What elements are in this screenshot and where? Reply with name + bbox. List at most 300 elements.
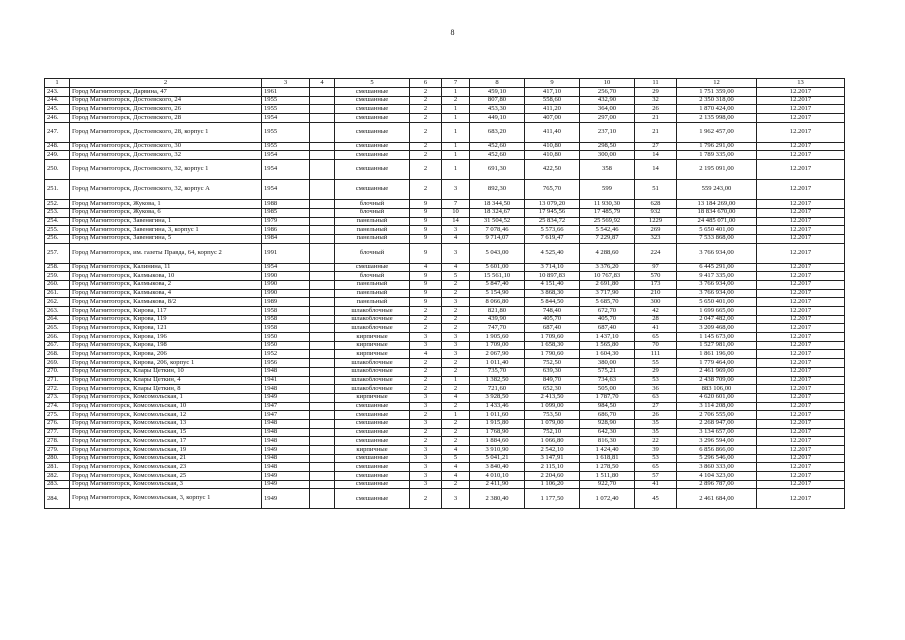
cell-wall-material: панельный (335, 280, 410, 289)
cell-residential-area: 1 787,70 (580, 393, 635, 402)
column-header: 4 (310, 79, 335, 88)
cell-address: Город Магнитогорск, Клары Цеткин, 8 (70, 385, 262, 394)
cell-row-number: 244. (45, 96, 70, 105)
cell-cost: 3 114 208,00 (677, 402, 757, 411)
cell-residential-area: 1 618,81 (580, 454, 635, 463)
cell-residential-area: 599 (580, 180, 635, 200)
cell-row-number: 259. (45, 272, 70, 281)
cell-address: Город Магнитогорск, Комсомольская, 13 (70, 419, 262, 428)
cell-year-built: 1947 (262, 402, 310, 411)
cell-address: Город Магнитогорск, Калмыкова, 8/2 (70, 298, 262, 307)
cell-deadline: 12.2017 (757, 376, 845, 385)
table-row (45, 350, 845, 359)
table-row (45, 472, 845, 481)
cell-col-4 (310, 289, 335, 298)
cell-deadline: 12.2017 (757, 272, 845, 281)
cell-deadline: 12.2017 (757, 385, 845, 394)
cell-floors: 9 (410, 289, 442, 298)
cell-wall-material: панельный (335, 289, 410, 298)
cell-living-area: 417,10 (525, 88, 580, 97)
cell-col-4 (310, 437, 335, 446)
cell-wall-material: кирпичные (335, 350, 410, 359)
column-header: 2 (70, 79, 262, 88)
cell-floors: 2 (410, 105, 442, 114)
cell-residents: 63 (635, 393, 677, 402)
cell-total-area: 1 915,80 (470, 419, 525, 428)
cell-residential-area: 1 278,50 (580, 463, 635, 472)
cell-row-number: 251. (45, 180, 70, 200)
table-row (45, 463, 845, 472)
table-row (45, 489, 845, 509)
cell-residents: 45 (635, 489, 677, 509)
cell-deadline: 12.2017 (757, 280, 845, 289)
cell-wall-material: панельный (335, 298, 410, 307)
cell-year-built: 1961 (262, 88, 310, 97)
cell-residents: 65 (635, 463, 677, 472)
cell-entrances: 1 (442, 411, 470, 420)
cell-floors: 2 (410, 96, 442, 105)
cell-cost: 883 106,00 (677, 385, 757, 394)
cell-entrances: 3 (442, 243, 470, 263)
cell-deadline: 12.2017 (757, 160, 845, 180)
cell-floors: 2 (410, 437, 442, 446)
cell-residents: 70 (635, 341, 677, 350)
cell-floors: 3 (410, 463, 442, 472)
cell-year-built: 1956 (262, 359, 310, 368)
cell-entrances: 2 (442, 307, 470, 316)
cell-floors: 3 (410, 472, 442, 481)
cell-address: Город Магнитогорск, Кирова, 198 (70, 341, 262, 350)
cell-entrances: 3 (442, 226, 470, 235)
cell-deadline: 12.2017 (757, 437, 845, 446)
cell-total-area: 5 154,90 (470, 289, 525, 298)
cell-cost: 1 527 981,00 (677, 341, 757, 350)
cell-year-built: 1958 (262, 315, 310, 324)
cell-deadline: 12.2017 (757, 350, 845, 359)
cell-wall-material: смешанные (335, 480, 410, 489)
cell-address: Город Магнитогорск, Завенягина, 5 (70, 234, 262, 243)
cell-cost: 3 766 934,00 (677, 289, 757, 298)
cell-residential-area: 237,10 (580, 122, 635, 142)
table-row (45, 289, 845, 298)
cell-wall-material: кирпичные (335, 341, 410, 350)
cell-row-number: 278. (45, 437, 70, 446)
cell-total-area: 9 714,07 (470, 234, 525, 243)
cell-year-built: 1949 (262, 472, 310, 481)
cell-entrances: 2 (442, 289, 470, 298)
cell-total-area: 4 010,10 (470, 472, 525, 481)
cell-col-4 (310, 307, 335, 316)
cell-wall-material: шлакоблочные (335, 385, 410, 394)
cell-col-4 (310, 324, 335, 333)
cell-entrances: 5 (442, 272, 470, 281)
cell-col-4 (310, 208, 335, 217)
cell-cost: 2 896 787,00 (677, 480, 757, 489)
cell-floors: 2 (410, 411, 442, 420)
cell-wall-material: кирпичные (335, 446, 410, 455)
cell-residential-area: 1 604,30 (580, 350, 635, 359)
cell-residents: 224 (635, 243, 677, 263)
cell-row-number: 268. (45, 350, 70, 359)
cell-entrances: 1 (442, 88, 470, 97)
cell-total-area: 683,20 (470, 122, 525, 142)
cell-col-4 (310, 315, 335, 324)
cell-deadline: 12.2017 (757, 402, 845, 411)
cell-living-area: 411,40 (525, 122, 580, 142)
table-row (45, 180, 845, 200)
cell-deadline: 12.2017 (757, 234, 845, 243)
cell-living-area: 407,00 (525, 114, 580, 123)
column-header: 5 (335, 79, 410, 88)
cell-col-4 (310, 454, 335, 463)
cell-floors: 2 (410, 385, 442, 394)
cell-floors: 9 (410, 226, 442, 235)
cell-total-area: 439,90 (470, 315, 525, 324)
cell-living-area: 1 790,60 (525, 350, 580, 359)
cell-row-number: 257. (45, 243, 70, 263)
cell-wall-material: смешанные (335, 160, 410, 180)
cell-col-4 (310, 105, 335, 114)
cell-total-area: 2 067,90 (470, 350, 525, 359)
cell-living-area: 752,10 (525, 428, 580, 437)
cell-residential-area: 575,21 (580, 367, 635, 376)
cell-address: Город Магнитогорск, Достоевского, 24 (70, 96, 262, 105)
cell-living-area: 13 079,20 (525, 200, 580, 209)
cell-col-4 (310, 367, 335, 376)
cell-deadline: 12.2017 (757, 359, 845, 368)
cell-cost: 1 789 335,00 (677, 151, 757, 160)
cell-entrances: 4 (442, 446, 470, 455)
table-row (45, 454, 845, 463)
cell-residents: 269 (635, 226, 677, 235)
cell-cost: 3 134 657,00 (677, 428, 757, 437)
cell-living-area: 411,20 (525, 105, 580, 114)
cell-living-area: 639,30 (525, 367, 580, 376)
cell-residential-area: 10 767,83 (580, 272, 635, 281)
cell-floors: 9 (410, 234, 442, 243)
cell-total-area: 5 601,00 (470, 263, 525, 272)
cell-year-built: 1985 (262, 208, 310, 217)
table-row (45, 446, 845, 455)
cell-residential-area: 298,50 (580, 142, 635, 151)
cell-total-area: 2 411,90 (470, 480, 525, 489)
cell-floors: 3 (410, 454, 442, 463)
cell-entrances: 2 (442, 480, 470, 489)
cell-entrances: 1 (442, 142, 470, 151)
cell-wall-material: блочный (335, 272, 410, 281)
cell-total-area: 7 078,46 (470, 226, 525, 235)
cell-address: Город Магнитогорск, Кирова, 196 (70, 333, 262, 342)
cell-col-4 (310, 298, 335, 307)
cell-residents: 300 (635, 298, 677, 307)
cell-residential-area: 928,90 (580, 419, 635, 428)
cell-residential-area: 17 485,79 (580, 208, 635, 217)
cell-living-area: 410,80 (525, 151, 580, 160)
cell-cost: 5 650 401,00 (677, 298, 757, 307)
cell-entrances: 2 (442, 402, 470, 411)
cell-residents: 29 (635, 88, 677, 97)
cell-living-area: 2 542,10 (525, 446, 580, 455)
cell-wall-material: смешанные (335, 96, 410, 105)
cell-floors: 9 (410, 208, 442, 217)
cell-wall-material: смешанные (335, 437, 410, 446)
cell-residential-area: 380,00 (580, 359, 635, 368)
cell-col-4 (310, 411, 335, 420)
cell-entrances: 2 (442, 280, 470, 289)
cell-wall-material: смешанные (335, 122, 410, 142)
cell-address: Город Магнитогорск, Завенягина, 1 (70, 217, 262, 226)
cell-col-4 (310, 180, 335, 200)
cell-cost: 2 706 555,00 (677, 411, 757, 420)
cell-cost: 6 445 291,00 (677, 263, 757, 272)
cell-living-area: 687,40 (525, 324, 580, 333)
cell-deadline: 12.2017 (757, 263, 845, 272)
cell-deadline: 12.2017 (757, 151, 845, 160)
cell-col-4 (310, 160, 335, 180)
cell-living-area: 3 714,10 (525, 263, 580, 272)
cell-address: Город Магнитогорск, Клары Цеткин, 4 (70, 376, 262, 385)
cell-wall-material: смешанные (335, 463, 410, 472)
table-row (45, 402, 845, 411)
cell-deadline: 12.2017 (757, 200, 845, 209)
cell-cost: 2 461 969,00 (677, 367, 757, 376)
cell-year-built: 1948 (262, 428, 310, 437)
cell-residents: 21 (635, 114, 677, 123)
cell-residents: 53 (635, 376, 677, 385)
cell-col-4 (310, 96, 335, 105)
cell-living-area: 25 834,72 (525, 217, 580, 226)
cell-year-built: 1948 (262, 367, 310, 376)
cell-floors: 2 (410, 151, 442, 160)
cell-year-built: 1941 (262, 376, 310, 385)
cell-address: Город Магнитогорск, Комсомольская, 19 (70, 446, 262, 455)
cell-row-number: 264. (45, 315, 70, 324)
cell-residential-area: 1 511,80 (580, 472, 635, 481)
cell-residential-area: 256,70 (580, 88, 635, 97)
cell-year-built: 1950 (262, 341, 310, 350)
cell-col-4 (310, 272, 335, 281)
cell-year-built: 1948 (262, 463, 310, 472)
cell-address: Город Магнитогорск, Кирова, 119 (70, 315, 262, 324)
cell-cost: 1 699 665,00 (677, 307, 757, 316)
cell-col-4 (310, 341, 335, 350)
cell-row-number: 275. (45, 411, 70, 420)
cell-deadline: 12.2017 (757, 122, 845, 142)
cell-floors: 2 (410, 376, 442, 385)
cell-year-built: 1955 (262, 105, 310, 114)
cell-living-area: 753,50 (525, 411, 580, 420)
cell-row-number: 255. (45, 226, 70, 235)
cell-year-built: 1986 (262, 226, 310, 235)
cell-entrances: 2 (442, 96, 470, 105)
cell-residential-area: 816,30 (580, 437, 635, 446)
cell-year-built: 1991 (262, 243, 310, 263)
cell-living-area: 765,70 (525, 180, 580, 200)
cell-col-4 (310, 428, 335, 437)
cell-year-built: 1958 (262, 324, 310, 333)
cell-entrances: 2 (442, 324, 470, 333)
cell-total-area: 8 066,80 (470, 298, 525, 307)
cell-residents: 51 (635, 180, 677, 200)
cell-floors: 2 (410, 324, 442, 333)
cell-col-4 (310, 114, 335, 123)
table-row (45, 272, 845, 281)
cell-deadline: 12.2017 (757, 341, 845, 350)
cell-residents: 570 (635, 272, 677, 281)
cell-deadline: 12.2017 (757, 333, 845, 342)
cell-row-number: 263. (45, 307, 70, 316)
cell-address: Город Магнитогорск, Жукова, 6 (70, 208, 262, 217)
cell-row-number: 280. (45, 454, 70, 463)
cell-total-area: 892,30 (470, 180, 525, 200)
cell-living-area: 405,70 (525, 315, 580, 324)
cell-col-4 (310, 217, 335, 226)
cell-residential-area: 297,00 (580, 114, 635, 123)
cell-residents: 210 (635, 289, 677, 298)
cell-cost: 4 104 323,00 (677, 472, 757, 481)
table-row (45, 298, 845, 307)
cell-floors: 2 (410, 88, 442, 97)
cell-residents: 14 (635, 160, 677, 180)
column-header: 7 (442, 79, 470, 88)
cell-floors: 3 (410, 446, 442, 455)
cell-cost: 1 870 424,00 (677, 105, 757, 114)
table-row (45, 263, 845, 272)
cell-col-4 (310, 472, 335, 481)
cell-wall-material: шлакоблочные (335, 324, 410, 333)
cell-total-area: 3 928,50 (470, 393, 525, 402)
cell-entrances: 4 (442, 472, 470, 481)
cell-address: Город Магнитогорск, Комсомольская, 12 (70, 411, 262, 420)
cell-residential-area: 1 072,40 (580, 489, 635, 509)
cell-living-area: 2 115,10 (525, 463, 580, 472)
cell-entrances: 1 (442, 105, 470, 114)
cell-deadline: 12.2017 (757, 142, 845, 151)
cell-row-number: 267. (45, 341, 70, 350)
cell-entrances: 1 (442, 376, 470, 385)
cell-col-4 (310, 463, 335, 472)
cell-entrances: 3 (442, 489, 470, 509)
cell-living-area: 1 658,30 (525, 341, 580, 350)
cell-cost: 3 766 934,00 (677, 243, 757, 263)
cell-total-area: 31 504,52 (470, 217, 525, 226)
cell-wall-material: смешанные (335, 402, 410, 411)
cell-address: Город Магнитогорск, Кирова, 121 (70, 324, 262, 333)
table-row (45, 333, 845, 342)
cell-residential-area: 1 437,10 (580, 333, 635, 342)
column-header: 13 (757, 79, 845, 88)
cell-wall-material: смешанные (335, 142, 410, 151)
cell-year-built: 1949 (262, 480, 310, 489)
cell-residents: 26 (635, 105, 677, 114)
cell-cost: 18 834 670,00 (677, 208, 757, 217)
cell-cost: 1 779 464,00 (677, 359, 757, 368)
cell-year-built: 1948 (262, 385, 310, 394)
cell-address: Город Магнитогорск, Достоевского, 32 (70, 151, 262, 160)
cell-cost: 2 135 998,00 (677, 114, 757, 123)
table-row (45, 393, 845, 402)
cell-residential-area: 3 376,20 (580, 263, 635, 272)
cell-entrances: 4 (442, 463, 470, 472)
table-row (45, 200, 845, 209)
cell-row-number: 277. (45, 428, 70, 437)
cell-residential-area: 11 930,30 (580, 200, 635, 209)
cell-row-number: 282. (45, 472, 70, 481)
cell-residential-area: 5 542,46 (580, 226, 635, 235)
cell-residents: 27 (635, 402, 677, 411)
cell-entrances: 2 (442, 428, 470, 437)
cell-address: Город Магнитогорск, Комсомольская, 25 (70, 472, 262, 481)
cell-address: Город Магнитогорск, Комсомольская, 3, корпус 1 (70, 489, 262, 509)
cell-deadline: 12.2017 (757, 88, 845, 97)
cell-residential-area: 505,00 (580, 385, 635, 394)
cell-col-4 (310, 88, 335, 97)
cell-deadline: 12.2017 (757, 428, 845, 437)
cell-row-number: 252. (45, 200, 70, 209)
cell-residential-area: 686,70 (580, 411, 635, 420)
table-row (45, 234, 845, 243)
column-header: 1 (45, 79, 70, 88)
cell-row-number: 258. (45, 263, 70, 272)
cell-address: Город Магнитогорск, Комсомольская, 1 (70, 393, 262, 402)
cell-deadline: 12.2017 (757, 217, 845, 226)
cell-year-built: 1954 (262, 160, 310, 180)
cell-year-built: 1984 (262, 234, 310, 243)
cell-col-4 (310, 376, 335, 385)
cell-col-4 (310, 489, 335, 509)
cell-address: Город Магнитогорск, Комсомольская, 3 (70, 480, 262, 489)
cell-residential-area: 984,50 (580, 402, 635, 411)
cell-residents: 628 (635, 200, 677, 209)
cell-cost: 5 296 546,00 (677, 454, 757, 463)
cell-total-area: 5 041,21 (470, 454, 525, 463)
cell-year-built: 1952 (262, 350, 310, 359)
cell-year-built: 1949 (262, 446, 310, 455)
cell-row-number: 276. (45, 419, 70, 428)
cell-cost: 3 766 934,00 (677, 280, 757, 289)
cell-wall-material: смешанные (335, 419, 410, 428)
cell-cost: 3 209 468,00 (677, 324, 757, 333)
cell-year-built: 1954 (262, 180, 310, 200)
cell-living-area: 5 844,50 (525, 298, 580, 307)
table-row (45, 367, 845, 376)
cell-cost: 1 861 196,00 (677, 350, 757, 359)
cell-wall-material: панельный (335, 217, 410, 226)
cell-residential-area: 364,00 (580, 105, 635, 114)
table-row (45, 114, 845, 123)
table-row (45, 307, 845, 316)
cell-living-area: 1 066,80 (525, 437, 580, 446)
cell-floors: 2 (410, 428, 442, 437)
cell-wall-material: блочный (335, 200, 410, 209)
cell-entrances: 10 (442, 208, 470, 217)
cell-residents: 26 (635, 411, 677, 420)
cell-residential-area: 7 229,87 (580, 234, 635, 243)
cell-total-area: 18 324,67 (470, 208, 525, 217)
cell-floors: 2 (410, 142, 442, 151)
cell-total-area: 1 011,40 (470, 359, 525, 368)
cell-year-built: 1954 (262, 151, 310, 160)
cell-entrances: 3 (442, 341, 470, 350)
cell-year-built: 1979 (262, 217, 310, 226)
cell-total-area: 735,70 (470, 367, 525, 376)
cell-living-area: 849,70 (525, 376, 580, 385)
cell-total-area: 3 840,40 (470, 463, 525, 472)
cell-living-area: 7 619,47 (525, 234, 580, 243)
cell-residents: 323 (635, 234, 677, 243)
cell-col-4 (310, 419, 335, 428)
cell-floors: 3 (410, 402, 442, 411)
